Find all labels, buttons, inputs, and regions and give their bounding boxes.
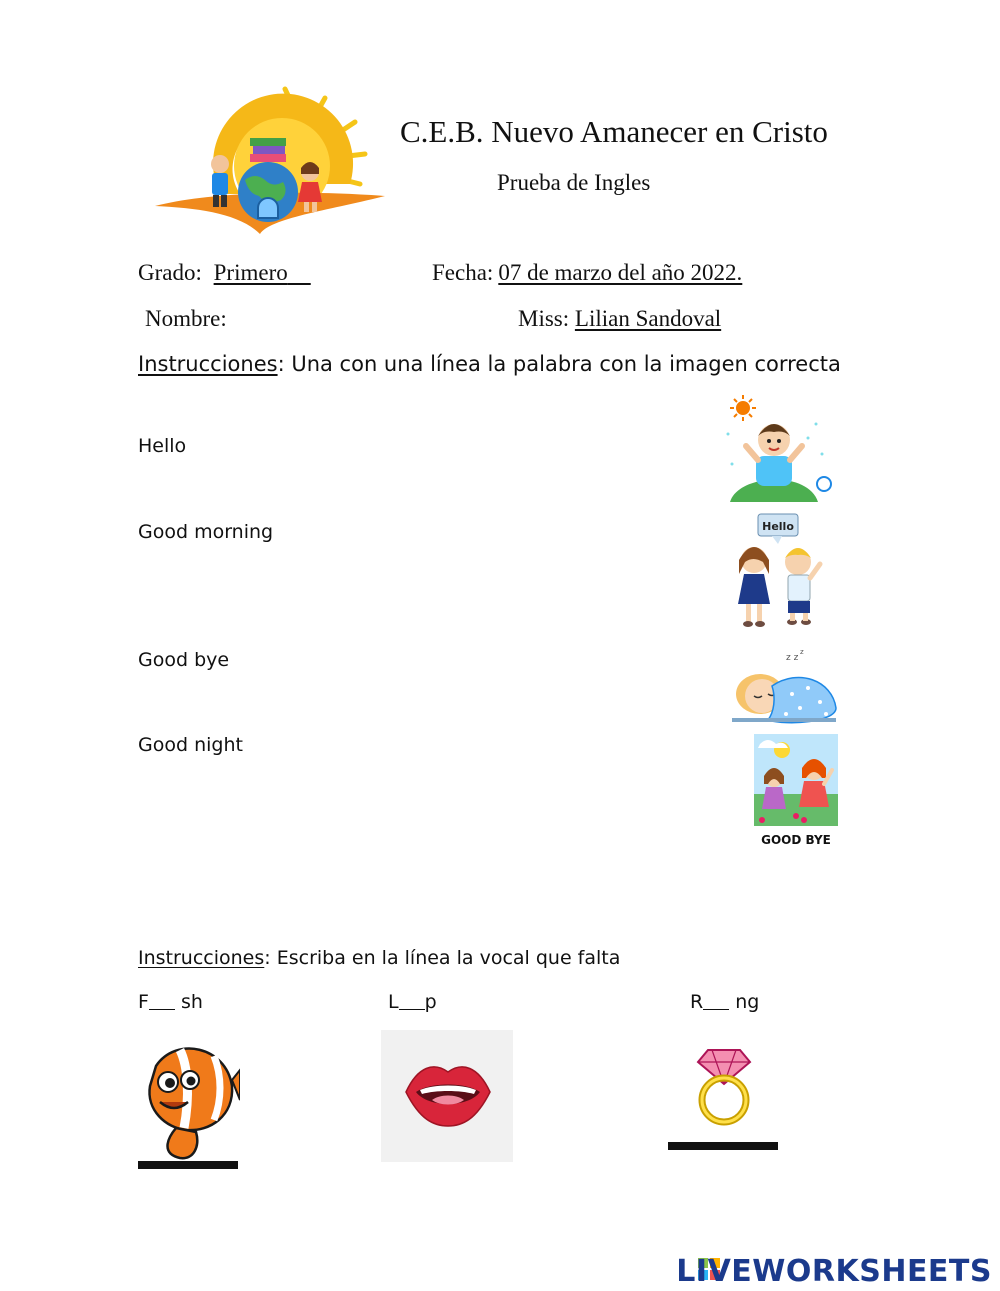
fish-blank-word [138,991,203,1013]
instructions-text-2: : Escriba en la línea la vocal que falta [264,947,621,969]
grado-field [138,260,311,286]
lips-suffix: p [424,991,437,1013]
miss-field [518,306,721,332]
svg-text:z: z [800,648,804,656]
school-logo [150,84,390,240]
lips-picture [404,1060,492,1128]
lips-prefix: L [388,991,399,1013]
word-good-morning: Good morning [138,521,274,543]
fish-image-bar [138,1161,238,1169]
ring-prefix: R [690,991,704,1013]
lips-blank[interactable] [399,1009,425,1010]
miss-label: Miss: [518,306,570,331]
good-bye-picture [752,734,840,850]
ring-blank[interactable] [703,1009,729,1010]
lips-blank-word [388,991,437,1013]
instructions-text: : Una con una línea la palabra con la imagen correcta [277,352,841,376]
ring-blank-word [690,991,759,1013]
good-bye-caption: GOOD BYE [761,833,831,847]
zzz-icon: z z [786,653,799,663]
hello-bubble-text: Hello [762,520,794,533]
fish-suffix: sh [174,991,203,1013]
school-name: C.E.B. Nuevo Amanecer en Cristo [400,114,828,149]
instructions-vowel [138,947,620,969]
grado-value: Primero [213,260,288,285]
word-hello: Hello [138,435,187,457]
fish-blank[interactable] [149,1009,175,1010]
word-good-night: Good night [138,734,243,756]
test-title: Prueba de Ingles [497,170,651,195]
sun-icon [730,395,756,421]
fecha-label: Fecha: [432,260,494,285]
grado-underline [288,260,311,285]
instructions-match [138,352,841,376]
ring-picture [694,1044,754,1128]
miss-value: Lilian Sandoval [574,306,722,331]
instructions-label-2: Instrucciones [138,947,265,969]
word-good-bye: Good bye [138,649,230,671]
grado-label: Grado: [138,260,202,285]
good-night-picture [728,646,840,728]
ring-image-bar [668,1142,778,1150]
fish-prefix: F [138,991,149,1013]
fish-picture [136,1036,240,1162]
liveworksheets-brand[interactable]: LIVEWORKSHEETS [676,1254,992,1289]
nombre-label: Nombre: [145,306,227,331]
instructions-label: Instrucciones [138,352,278,376]
ring-suffix: ng [729,991,760,1013]
hello-picture [726,512,832,630]
fecha-field [432,260,742,286]
fecha-value: 07 de marzo del año 2022. [498,260,743,285]
good-morning-picture [718,394,838,504]
